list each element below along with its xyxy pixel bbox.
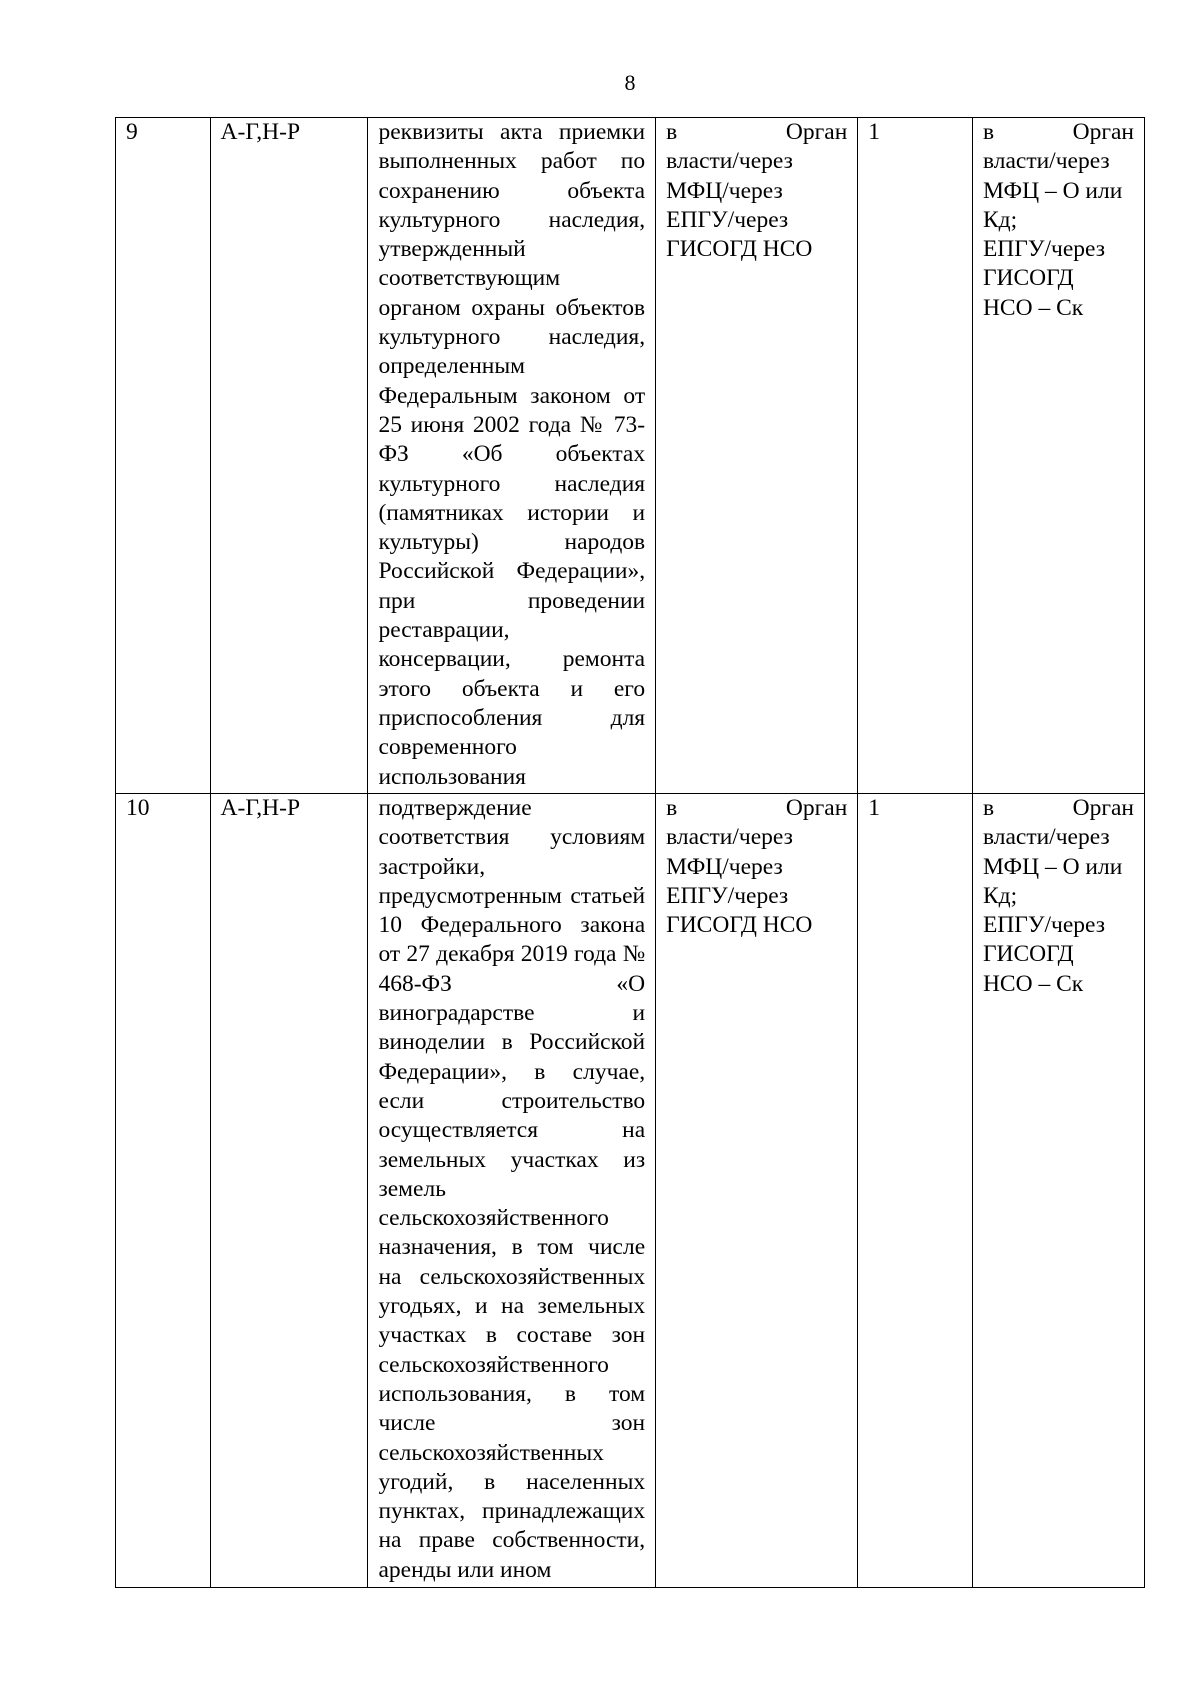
applicant-category-cell: А-Г,Н-Р (210, 794, 368, 1588)
submission-method-cell: в Орган власти/через МФЦ/через ЕПГУ/через ГИСОГД НСО (656, 794, 858, 1588)
table-row (116, 794, 1145, 1588)
document-description-cell: реквизиты акта приемки выполненных работ по сохранению объекта культурного наследия, утвержденный соответствующим органом охраны объектов культурного наследия, определенным Федеральным законом от 25 июня 2002 года № 73-ФЗ «Об объектах культурного наследия (памятниках истории и культуры) народов Российской Федерации», при проведении реставрации, консервации, ремонта этого объекта и его приспособления для современного использования (368, 118, 656, 794)
submission-method-first-line: в Орган (666, 795, 848, 821)
row-number-cell: 9 (116, 118, 211, 794)
quantity-cell: 1 (858, 794, 973, 1588)
document-table (115, 117, 1145, 1588)
quantity-cell: 1 (858, 118, 973, 794)
result-method-cell: в Орган власти/через МФЦ – О или Кд; ЕПГУ/через ГИСОГД НСО – Ск (972, 794, 1144, 1588)
row-number-cell: 10 (116, 794, 211, 1588)
document-description-cell: подтверждение соответствия условиям застройки, предусмотренным статьей 10 Федерального закона от 27 декабря 2019 года № 468-ФЗ «О виноградарстве и виноделии в Российской Федерации», в случае, если строительство осуществляется на земельных участках из земель сельскохозяйственного назначения, в том числе на сельскохозяйственных угодьях, и на земельных участках в составе зон сельскохозяйственного использования, в том числе зон сельскохозяйственных угодий, в населенных пунктах, принадлежащих на праве собственности, аренды или ином (368, 794, 656, 1588)
result-method-cell: в Орган власти/через МФЦ – О или Кд; ЕПГУ/через ГИСОГД НСО – Ск (972, 118, 1144, 794)
applicant-category-cell: А-Г,Н-Р (210, 118, 368, 794)
result-method-first-line: в Орган (982, 795, 1134, 821)
table-row (116, 118, 1145, 794)
submission-method-cell: в Орган власти/через МФЦ/через ЕПГУ/через ГИСОГД НСО (656, 118, 858, 794)
page-number: 8 (624, 70, 636, 95)
result-method-first-line: в Орган (982, 119, 1134, 145)
submission-method-first-line: в Орган (666, 119, 848, 145)
